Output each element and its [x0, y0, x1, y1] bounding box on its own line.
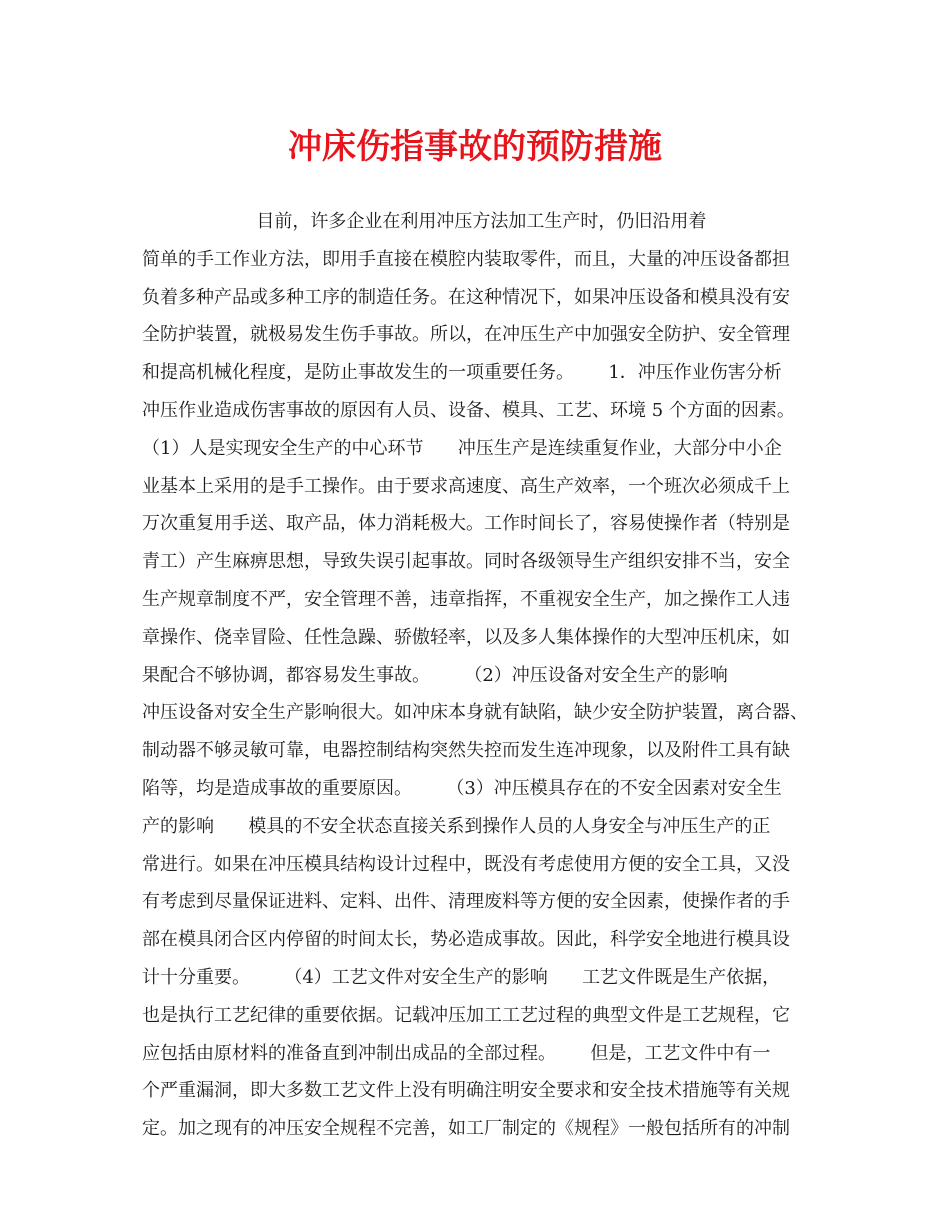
- body-line: 常进行。如果在冲压模具结构设计过程中，既没有考虑使用方便的安全工具，又没: [142, 853, 790, 875]
- body-line: 生产规章制度不严，安全管理不善，违章指挥，不重视安全生产，加之操作工人违: [142, 588, 790, 610]
- body-line: 部在模具闭合区内停留的时间太长，势必造成事故。因此，科学安全地进行模具设: [142, 929, 790, 951]
- body-line: 目前，许多企业在利用冲压方法加工生产时，仍旧沿用着: [142, 211, 707, 232]
- body-line: （1）人是实现安全生产的中心环节 冲压生产是连续重复作业，大部分中小企: [142, 437, 782, 459]
- body-line: 全防护装置，就极易发生伤手事故。所以，在冲压生产中加强安全防护、安全管理: [142, 324, 790, 346]
- body-line: 简单的手工作业方法，即用手直接在模腔内装取零件，而且，大量的冲压设备都担: [142, 248, 790, 270]
- body-line: 果配合不够协调，都容易发生事故。 （2）冲压设备对安全生产的影响: [142, 664, 728, 686]
- document-title: 冲床伤指事故的预防措施: [288, 127, 662, 167]
- body-line: 万次重复用手送、取产品，体力消耗极大。工作时间长了，容易使操作者（特别是: [142, 513, 790, 535]
- body-line: 也是执行工艺纪律的重要依据。记载冲压加工工艺过程的典型文件是工艺规程，它: [142, 1004, 790, 1026]
- body-line: 青工）产生麻痹思想，导致失误引起事故。同时各级领导生产组织安排不当，安全: [142, 551, 790, 573]
- body-line: 有考虑到尽量保证进料、定料、出件、清理废料等方便的安全因素，使操作者的手: [142, 891, 790, 913]
- document-body: [142, 203, 814, 1148]
- body-line: 章操作、侥幸冒险、任性急躁、骄傲轻率，以及多人集体操作的大型冲压机床，如: [142, 626, 790, 648]
- body-line: 冲压作业造成伤害事故的原因有人员、设备、模具、工艺、环境 5 个方面的因素。: [142, 399, 795, 421]
- body-line: 和提高机械化程度，是防止事故发生的一项重要任务。 1．冲压作业伤害分析: [142, 362, 782, 384]
- body-line: 产的影响 模具的不安全状态直接关系到操作人员的人身安全与冲压生产的正: [142, 815, 771, 837]
- body-line: 冲压设备对安全生产影响很大。如冲床本身就有缺陷，缺少安全防护装置，离合器、: [142, 702, 808, 724]
- body-line: 个严重漏洞，即大多数工艺文件上没有明确注明安全要求和安全技术措施等有关规: [142, 1080, 790, 1102]
- body-line: 制动器不够灵敏可靠，电器控制结构突然失控而发生连冲现象，以及附件工具有缺: [142, 740, 790, 762]
- body-line: 陷等，均是造成事故的重要原因。 （3）冲压模具存在的不安全因素对安全生: [142, 777, 782, 799]
- body-line: 负着多种产品或多种工序的制造任务。在这种情况下，如果冲压设备和模具没有安: [142, 286, 790, 308]
- body-line: 计十分重要。 （4）工艺文件对安全生产的影响 工艺文件既是生产依据，: [142, 966, 781, 988]
- body-line: 业基本上采用的是手工操作。由于要求高速度、高生产效率，一个班次必须成千上: [142, 475, 790, 497]
- body-line: 应包括由原材料的准备直到冲制出成品的全部过程。 但是，工艺文件中有一: [142, 1042, 771, 1064]
- body-line: 定。加之现有的冲压安全规程不完善，如工厂制定的《规程》一般包括所有的冲制: [142, 1118, 790, 1140]
